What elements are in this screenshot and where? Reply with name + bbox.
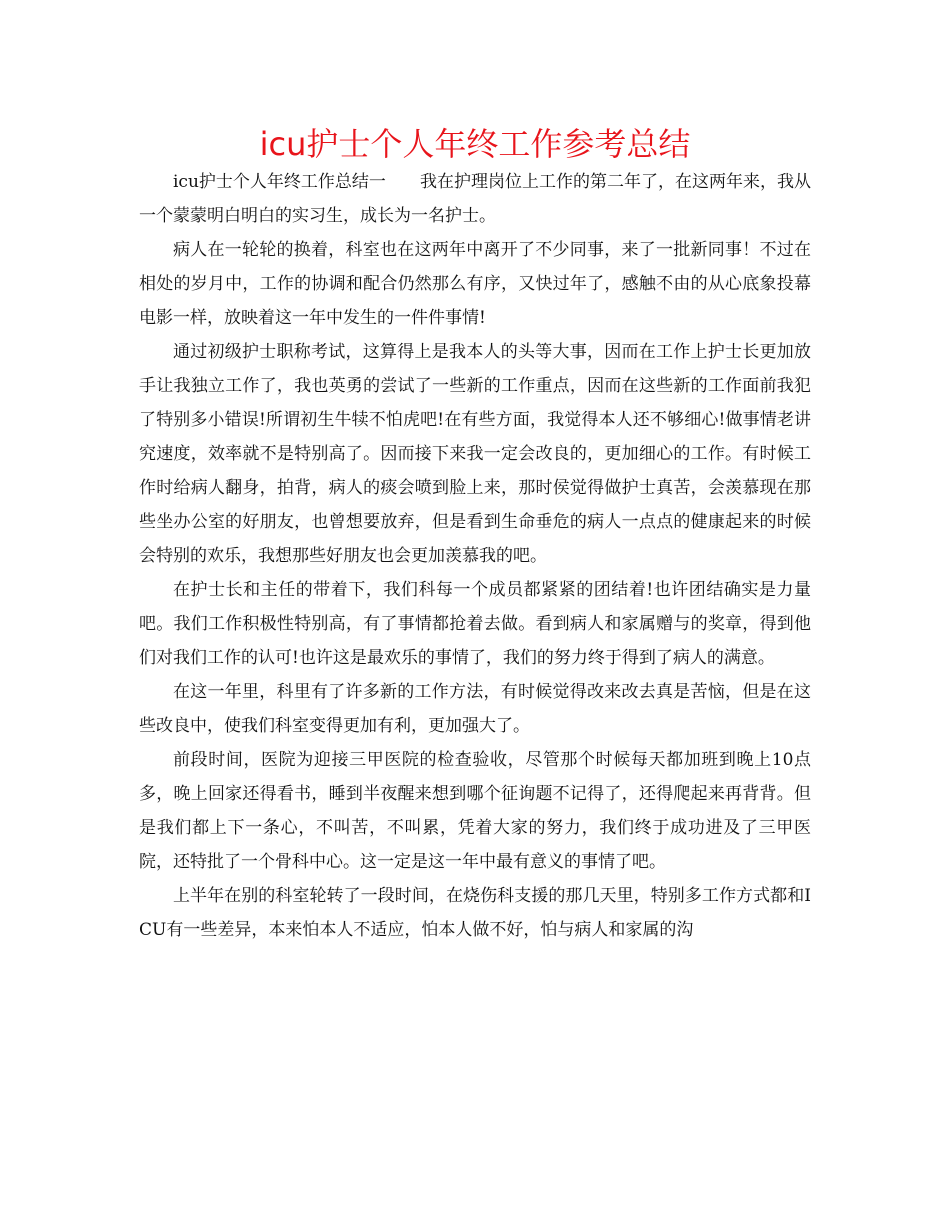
- paragraph-1: icu护士个人年终工作总结一 我在护理岗位上工作的第二年了，在这两年来，我从一个蒙蒙明白明白的实习生，成长为一名护士。: [139, 172, 811, 226]
- paragraph-2: 病人在一轮轮的换着，科室也在这两年中离开了不少同事，来了一批新同事！不过在相处的岁月中，工作的协调和配合仍然那么有序，又快过年了，感触不由的从心底象投幕电影一样，放映着这一年中发生的一件件事情!: [139, 240, 811, 328]
- paragraph-3: 通过初级护士职称考试，这算得上是我本人的头等大事，因而在工作上护士长更加放手让我独立工作了，我也英勇的尝试了一些新的工作重点，因而在这些新的工作面前我犯了特别多小错误!所谓初生牛犊不怕虎吧!在有些方面，我觉得本人还不够细心!做事情老讲究速度，效率就不是特别高了。因而接下来我一定会改良的，更加细心的工作。有时候工作时给病人翻身，拍背，病人的痰会喷到脸上来，那时侯觉得做护士真苦，会羡慕现在那些坐办公室的好朋友，也曾想要放弃，但是看到生命垂危的病人一点点的健康起来的时候会特别的欢乐，我想那些好朋友也会更加羡慕我的吧。: [139, 342, 811, 566]
- document-body: [139, 165, 811, 947]
- paragraph-4: 在护士长和主任的带着下，我们科每一个成员都紧紧的团结着!也许团结确实是力量吧。我们工作积极性特别高，有了事情都抢着去做。看到病人和家属赠与的奖章，得到他们对我们工作的认可!也许这是最欢乐的事情了，我们的努力终于得到了病人的满意。: [139, 580, 811, 668]
- paragraph-5: 在这一年里，科里有了许多新的工作方法，有时候觉得改来改去真是苦恼，但是在这些改良中，使我们科室变得更加有利，更加强大了。: [139, 682, 811, 736]
- document-title: icu护士个人年终工作参考总结: [259, 125, 691, 163]
- paragraph-6: 前段时间，医院为迎接三甲医院的检查验收，尽管那个时候每天都加班到晚上10点多，晚上回家还得看书，睡到半夜醒来想到哪个征询题不记得了，还得爬起来再背背。但是我们都上下一条心，不叫苦，不叫累，凭着大家的努力，我们终于成功进及了三甲医院，还特批了一个骨科中心。这一定是这一年中最有意义的事情了吧。: [139, 750, 811, 872]
- paragraph-7: 上半年在别的科室轮转了一段时间，在烧伤科支援的那几天里，特别多工作方式都和ICU有一些差异，本来怕本人不适应，怕本人做不好，怕与病人和家属的沟: [139, 886, 811, 940]
